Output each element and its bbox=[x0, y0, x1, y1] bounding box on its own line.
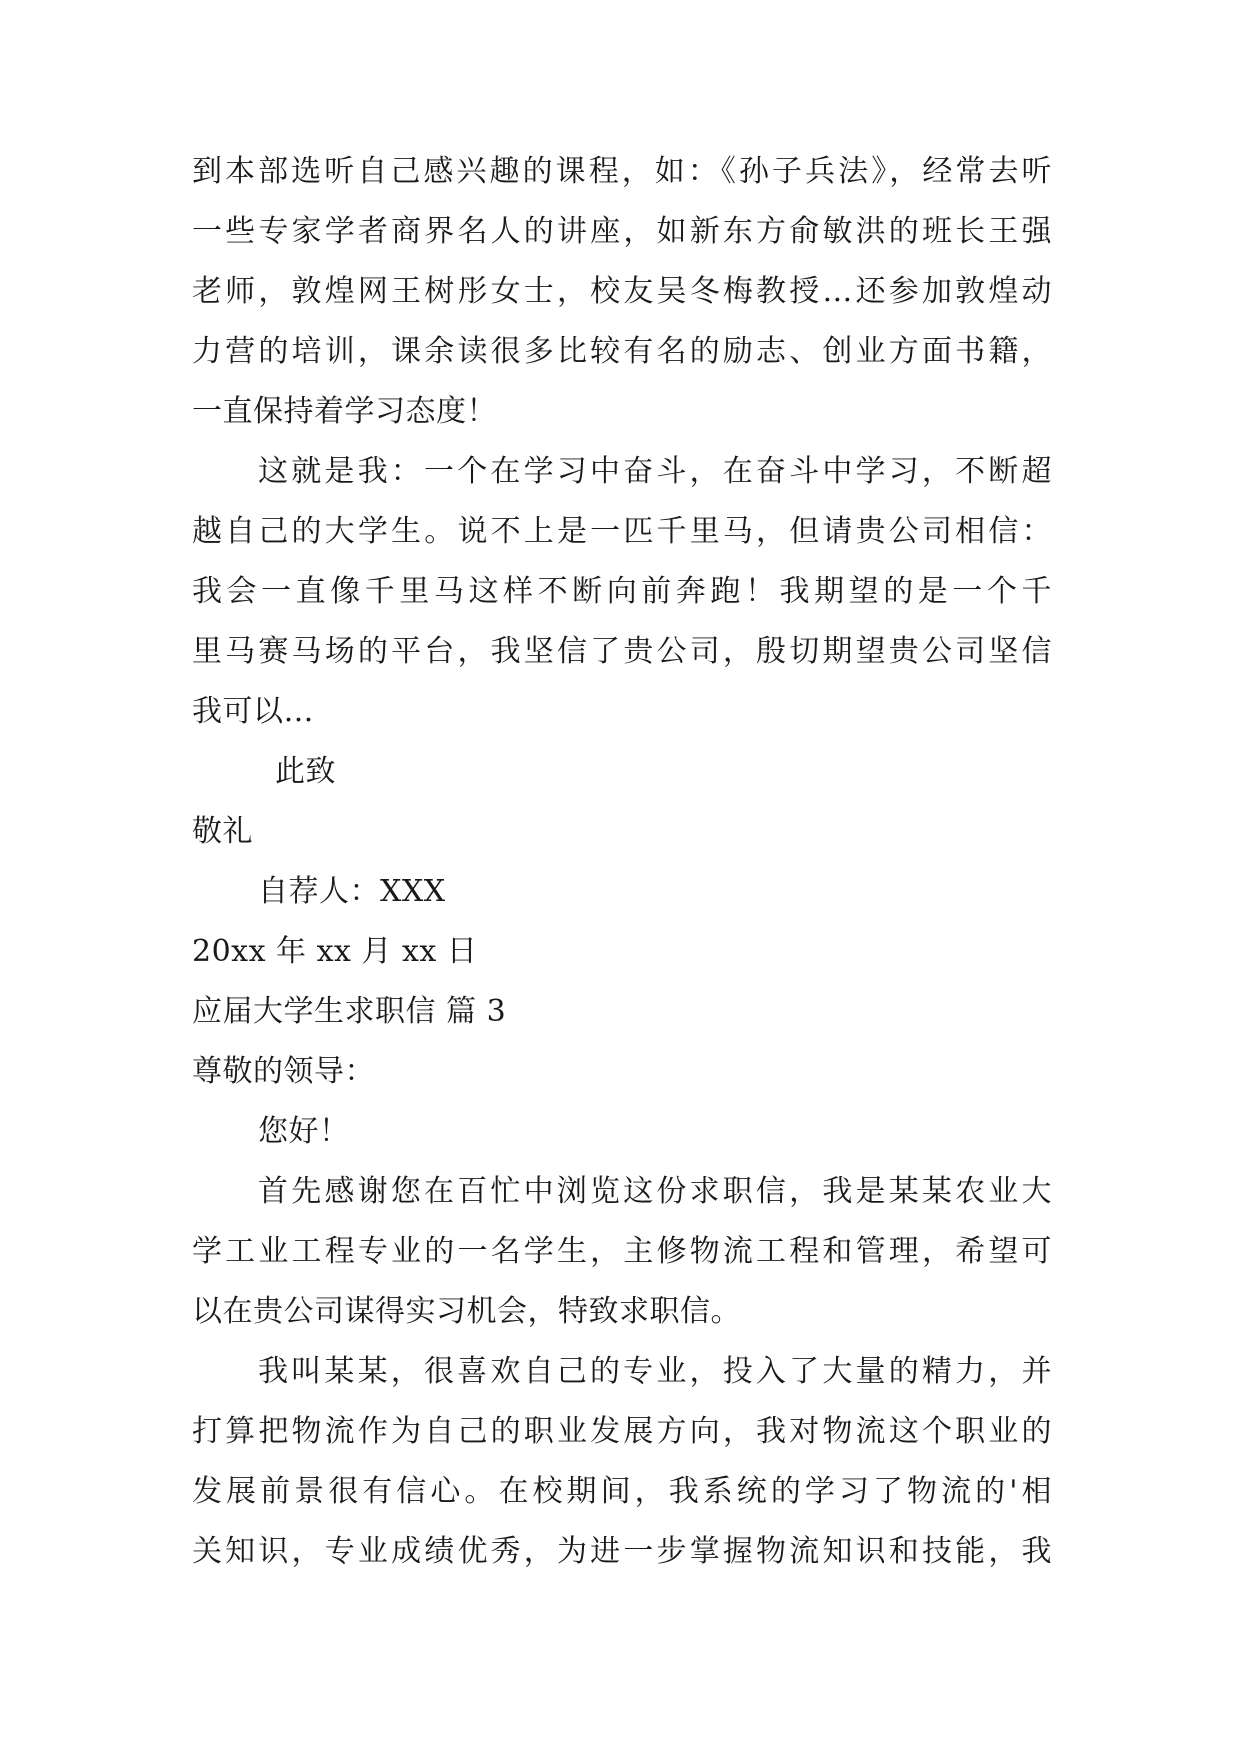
closing-salutation: 此致 bbox=[275, 754, 336, 789]
greeting: 尊敬的领导： bbox=[192, 1054, 375, 1089]
paragraph-line: 我可以… bbox=[192, 694, 314, 729]
paragraph-line: 我叫某某，很喜欢自己的专业，投入了大量的精力，并 bbox=[258, 1354, 1052, 1389]
date-line: 20xx 年 xx 月 xx 日 bbox=[192, 934, 478, 969]
paragraph-line: 我会一直像千里马这样不断向前奔跑！我期望的是一个千 bbox=[192, 574, 1052, 609]
paragraph-line: 里马赛马场的平台，我坚信了贵公司，殷切期望贵公司坚信 bbox=[192, 634, 1052, 669]
paragraph-line: 一直保持着学习态度！ bbox=[192, 394, 497, 429]
paragraph-line: 力营的培训，课余读很多比较有名的励志、创业方面书籍， bbox=[192, 334, 1052, 369]
paragraph-line: 打算把物流作为自己的职业发展方向，我对物流这个职业的 bbox=[192, 1414, 1052, 1449]
paragraph-line: 越自己的大学生。说不上是一匹千里马，但请贵公司相信： bbox=[192, 514, 1052, 549]
paragraph-line: 老师，敦煌网王树彤女士，校友吴冬梅教授…还参加敦煌动 bbox=[192, 274, 1052, 309]
paragraph-line: 首先感谢您在百忙中浏览这份求职信，我是某某农业大 bbox=[258, 1174, 1052, 1209]
greeting-hello: 您好！ bbox=[258, 1114, 350, 1149]
paragraph-line: 到本部选听自己感兴趣的课程，如：《孙子兵法》，经常去听 bbox=[192, 154, 1052, 189]
paragraph-line: 关知识，专业成绩优秀，为进一步掌握物流知识和技能，我 bbox=[192, 1534, 1052, 1569]
section-title: 应届大学生求职信 篇 3 bbox=[192, 994, 507, 1029]
paragraph-line: 这就是我：一个在学习中奋斗，在奋斗中学习，不断超 bbox=[258, 454, 1052, 489]
paragraph-line: 发展前景很有信心。在校期间，我系统的学习了物流的'相 bbox=[192, 1474, 1052, 1509]
paragraph-line: 以在贵公司谋得实习机会，特致求职信。 bbox=[192, 1294, 741, 1329]
closing-regards: 敬礼 bbox=[192, 814, 253, 849]
signature-line: 自荐人：XXX bbox=[258, 874, 446, 909]
paragraph-line: 一些专家学者商界名人的讲座，如新东方俞敏洪的班长王强 bbox=[192, 214, 1052, 249]
paragraph-line: 学工业工程专业的一名学生，主修物流工程和管理，希望可 bbox=[192, 1234, 1052, 1269]
